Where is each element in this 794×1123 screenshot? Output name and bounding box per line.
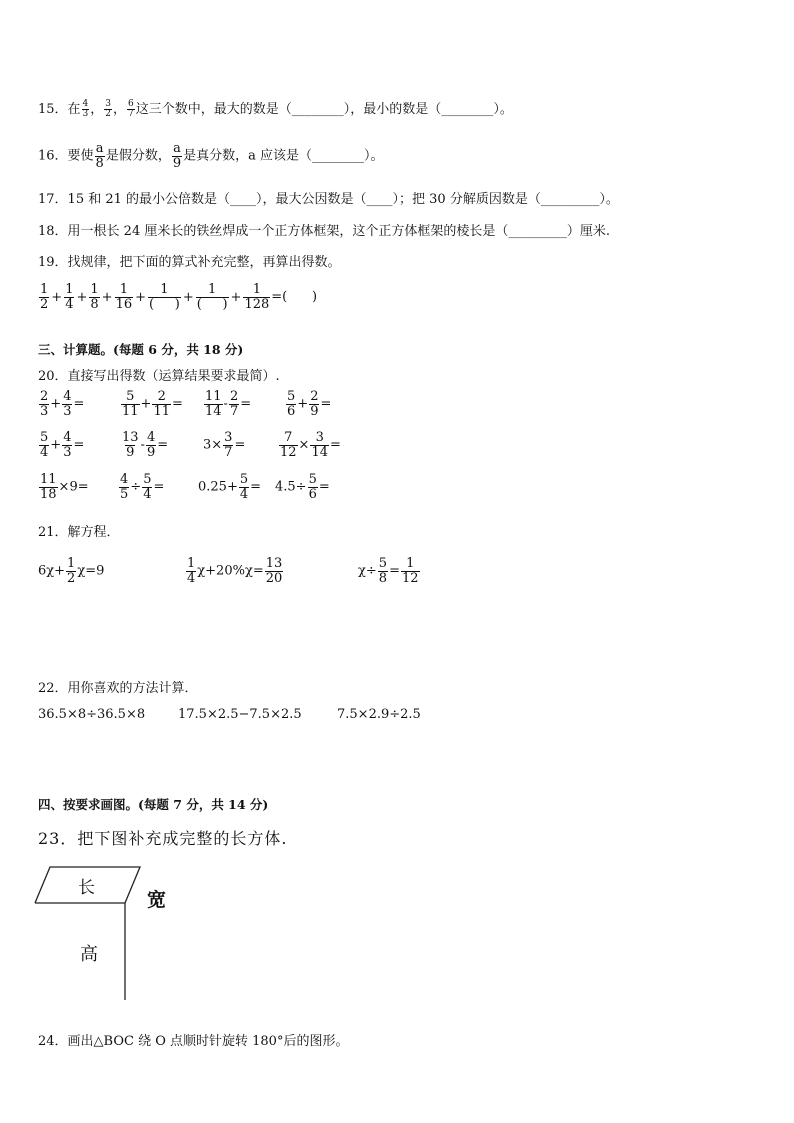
expression-1: 36.5×8÷36.5×8: [38, 707, 146, 722]
calc-item: $\frac{5}{4}$ + $\frac{4}{3}$ =: [40, 430, 85, 460]
fraction: $\frac{3}{2}$: [105, 98, 112, 119]
q19-expression: $\frac{1}{2}$ + $\frac{1}{4}$ + $\frac{1}{8}$ + $\frac{1}{16}$ + $\frac{1}{( )}$ + $\frac{1}{( )}$ + $\frac{1}{128}$ =( ): [40, 282, 318, 312]
fraction-blank[interactable]: $\frac{1}{( )}$: [149, 282, 180, 312]
question-17: 17．15 和 21 的最小公倍数是（____），最大公因数是（____）；把 30 分解质因数是（_________）。: [38, 192, 619, 207]
fraction: $\frac{a}{9}$: [172, 141, 182, 171]
question-21: 21．解方程．: [38, 525, 120, 540]
calc-item: $\frac{11}{18}$ ×9=: [40, 472, 89, 502]
fraction: $\frac{1}{4}$: [65, 282, 74, 312]
answer-blank[interactable]: ________: [441, 102, 494, 117]
section-3-title: 三、计算题。(每题 6 分，共 18 分): [38, 342, 244, 357]
question-22: 22．用你喜欢的方法计算．: [38, 681, 198, 696]
question-23: 23．把下图补充成完整的长方体.: [38, 829, 288, 848]
q15-lead: 15．在: [38, 102, 81, 117]
calc-item: $\frac{7}{12}$ × $\frac{3}{14}$ =: [280, 430, 341, 460]
calc-item: $\frac{4}{5}$ ÷ $\frac{5}{4}$ =: [120, 472, 165, 502]
answer-blank[interactable]: ________: [312, 148, 365, 164]
fraction: $\frac{1}{16}$: [115, 282, 133, 312]
cuboid-figure: [30, 855, 200, 1005]
calc-item: 4.5÷ $\frac{5}{6}$ =: [275, 472, 330, 502]
question-16: 16．要使 $\frac{a}{8}$ 是假分数， $\frac{a}{9}$ 是真分数，a 应该是（________）。: [38, 141, 384, 171]
question-24: 24．画出△BOC 绕 O 点顺时针旋转 180°后的图形。: [38, 1034, 349, 1049]
label-height: 高: [80, 944, 98, 965]
expression-3: 7.5×2.9÷2.5: [337, 707, 421, 722]
fraction: $\frac{6}{7}$: [128, 98, 134, 119]
answer-blank[interactable]: =( ): [271, 289, 318, 305]
calc-item: $\frac{5}{6}$ + $\frac{2}{9}$ =: [287, 389, 332, 419]
fraction: $\frac{1}{8}$: [90, 282, 99, 312]
calc-item: $\frac{13}{9}$ - $\frac{4}{9}$ =: [122, 430, 169, 460]
equation-3: χ÷ $\frac{5}{8}$ = $\frac{1}{12}$: [358, 556, 419, 586]
equation-2: $\frac{1}{4}$ χ+20%χ= $\frac{13}{20}$: [187, 556, 283, 586]
label-width: 宽: [147, 889, 167, 911]
question-19: 19．找规律，把下面的算式补充完整，再算出得数。: [38, 255, 341, 270]
calc-item: 0.25+ $\frac{5}{4}$ =: [198, 472, 262, 502]
calc-item: 3× $\frac{3}{7}$ =: [203, 430, 246, 460]
expression-2: 17.5×2.5−7.5×2.5: [178, 707, 302, 722]
equation-1: 6χ+ $\frac{1}{2}$ χ=9: [38, 556, 105, 586]
fraction: $\frac{a}{8}$: [95, 141, 104, 171]
calc-item: $\frac{5}{11}$ + $\frac{2}{11}$ =: [122, 389, 183, 419]
label-length: 长: [78, 878, 95, 898]
fraction-blank[interactable]: $\frac{1}{( )}$: [196, 282, 228, 312]
section-4-title: 四、按要求画图。(每题 7 分，共 14 分): [38, 797, 269, 812]
calc-item: $\frac{11}{14}$ - $\frac{2}{7}$ =: [205, 389, 252, 419]
fraction: $\frac{1}{128}$: [244, 282, 270, 312]
question-15: 15．在 $\frac{4}{3}$ ， $\frac{3}{2}$ ， $\frac{6}{7}$ 这三个数中，最大的数是（________），最小的数是（________）。: [38, 98, 513, 119]
question-20: 20．直接写出得数（运算结果要求最简）.: [38, 369, 280, 384]
fraction: $\frac{4}{3}$: [82, 98, 89, 119]
calc-item: $\frac{2}{3}$ + $\frac{4}{3}$ =: [40, 389, 85, 419]
answer-blank[interactable]: ________: [291, 102, 344, 117]
question-18: 18．用一根长 24 厘米长的铁丝焊成一个正方体框架，这个正方体框架的棱长是（_________）厘米.: [38, 224, 610, 239]
fraction: $\frac{1}{2}$: [40, 282, 49, 312]
